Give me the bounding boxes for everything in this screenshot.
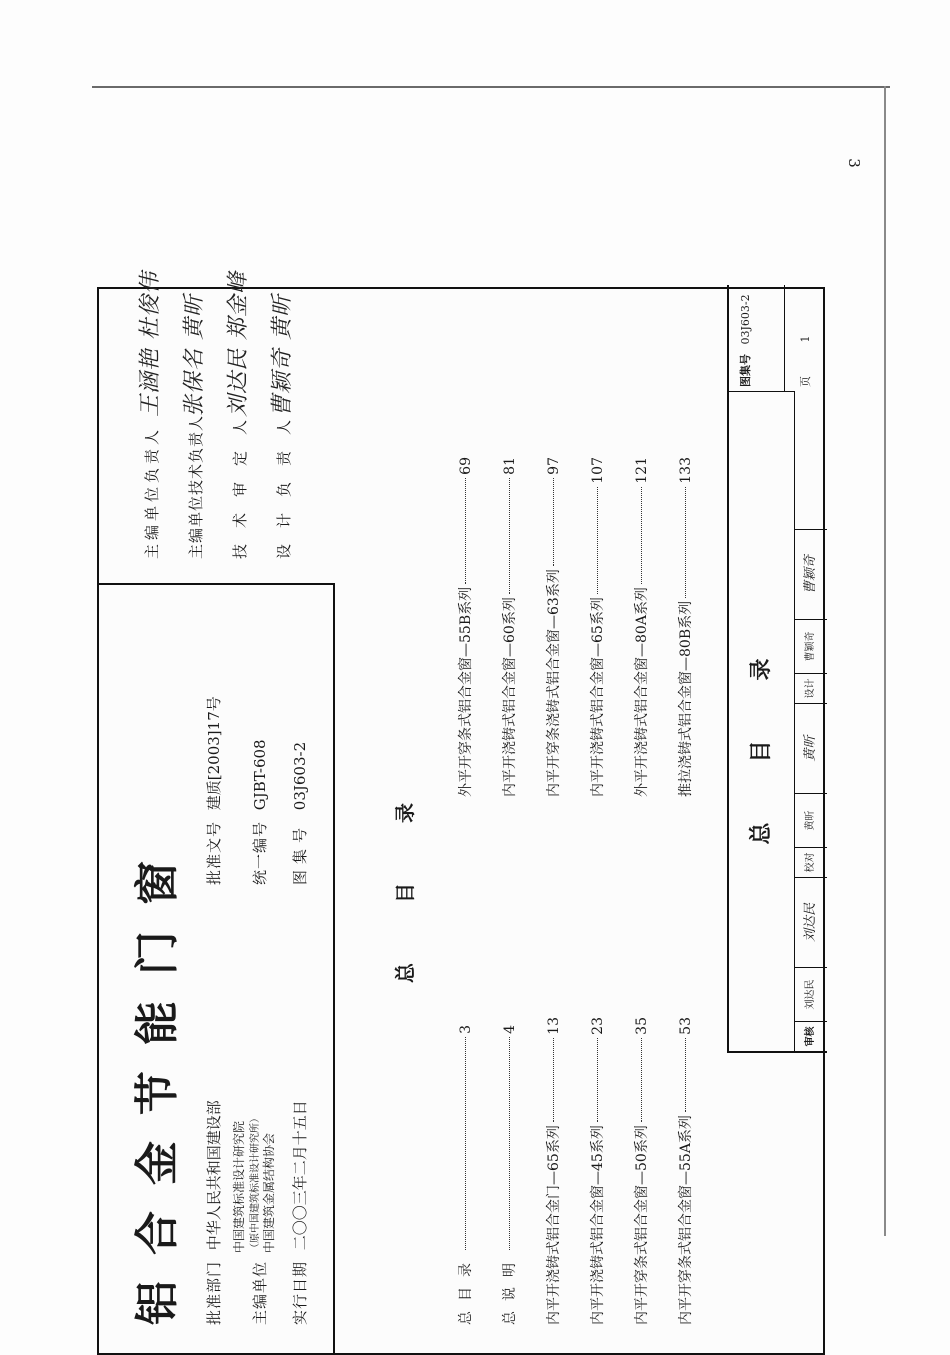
toc-item-label: 内平开浇铸式铝合金窗—65系列 bbox=[590, 597, 606, 797]
toc-leader bbox=[509, 1037, 510, 1250]
date-row bbox=[289, 1100, 310, 1325]
toc-item-page: 23 bbox=[590, 1017, 606, 1035]
signer-row-4 bbox=[273, 404, 294, 559]
toc-item-6 bbox=[675, 1017, 695, 1325]
toc-item-9 bbox=[543, 457, 563, 797]
scan-border-right bbox=[884, 86, 886, 1236]
toc-item-3 bbox=[543, 1017, 563, 1325]
title-block-meta bbox=[729, 285, 827, 391]
toc-item-label: 外平开浇铸式铝合金窗—80A系列 bbox=[634, 587, 650, 797]
toc-item-7 bbox=[455, 457, 475, 797]
design-name: 曹颖奇 bbox=[795, 619, 827, 673]
toc-item-8 bbox=[499, 457, 519, 797]
signer-role-4: 设计负责人 bbox=[275, 403, 293, 559]
toc-leader bbox=[553, 478, 554, 566]
document-title: 铝合金节能门窗 bbox=[132, 835, 183, 1325]
approve-doc-key: 批准文号 bbox=[205, 820, 223, 885]
unified-no-value: GJBT-608 bbox=[251, 739, 269, 811]
toc-item-10 bbox=[587, 457, 607, 797]
atlas-value: 03J603-2 bbox=[739, 294, 752, 345]
signer-row-1 bbox=[141, 426, 162, 559]
approve-doc-value: 建质[2003]17号 bbox=[205, 696, 223, 811]
signer-role-3: 技术审定人 bbox=[231, 403, 249, 559]
check-label: 校对 bbox=[795, 847, 827, 877]
atlas-cell bbox=[729, 285, 785, 391]
signature-3: 刘达民 郑金峰 bbox=[226, 271, 251, 417]
atlas-no-key: 图集号 bbox=[291, 821, 309, 885]
approve-doc-row bbox=[203, 696, 224, 885]
atlas-label: 图集号 bbox=[739, 354, 752, 387]
editor-value-1: 中国建筑标准设计研究院 bbox=[232, 1120, 246, 1253]
cover-info-box bbox=[99, 583, 335, 1353]
page-label: 页 bbox=[799, 376, 812, 387]
toc-item-page: 69 bbox=[458, 457, 474, 475]
toc-item-page: 53 bbox=[678, 1017, 694, 1035]
toc-leader bbox=[641, 487, 642, 584]
toc-item-label: 内平开穿条浇铸式铝合金窗—63系列 bbox=[546, 569, 562, 797]
unified-no-key: 统一编号 bbox=[251, 820, 269, 885]
page-number: 3 bbox=[845, 158, 863, 168]
editor-key: 主编单位 bbox=[251, 1260, 269, 1325]
editor-value-2: （原中国建筑标准设计研究所） bbox=[250, 1113, 261, 1253]
toc-item-1 bbox=[455, 1025, 475, 1325]
design-label: 设计 bbox=[795, 673, 827, 703]
title-block bbox=[727, 285, 827, 1053]
atlas-no-row bbox=[289, 742, 310, 885]
toc-item-page: 121 bbox=[634, 457, 650, 484]
approve-dept-key: 批准部门 bbox=[205, 1260, 223, 1325]
approve-dept-row bbox=[203, 1100, 224, 1325]
toc-item-page: 13 bbox=[546, 1017, 562, 1035]
toc-item-page: 97 bbox=[546, 457, 562, 475]
atlas-no-value: 03J603-2 bbox=[291, 741, 309, 811]
toc-item-4 bbox=[587, 1017, 607, 1325]
toc-item-label: 内平开穿条式铝合金窗—50系列 bbox=[634, 1125, 650, 1325]
date-value: 二〇〇三年二月十五日 bbox=[291, 1100, 309, 1251]
toc-heading: 总目录 bbox=[393, 743, 417, 983]
toc-leader bbox=[685, 1038, 686, 1112]
signer-row-2 bbox=[185, 415, 206, 559]
toc-item-label: 总说明 bbox=[502, 1253, 518, 1325]
toc-leader bbox=[553, 1038, 554, 1122]
toc-item-label: 内平开浇铸式铝合金窗—45系列 bbox=[590, 1125, 606, 1325]
toc-item-page: 4 bbox=[502, 1025, 518, 1034]
toc-item-12 bbox=[675, 457, 695, 797]
toc-leader bbox=[641, 1038, 642, 1122]
unified-no-row bbox=[249, 739, 270, 885]
check-signature: 黄昕 bbox=[795, 703, 827, 793]
toc-leader bbox=[685, 487, 686, 598]
toc-item-page: 107 bbox=[590, 457, 606, 484]
review-name: 刘达民 bbox=[795, 967, 827, 1021]
toc-leader bbox=[465, 1037, 466, 1250]
signer-role-1: 主编单位负责人 bbox=[143, 425, 161, 559]
toc-item-page: 3 bbox=[458, 1025, 474, 1034]
design-signature: 曹颖奇 bbox=[795, 529, 827, 619]
signature-2: 张保名 黄昕 bbox=[182, 294, 207, 417]
toc-item-11 bbox=[631, 457, 651, 797]
editor-row bbox=[249, 1255, 270, 1325]
review-label: 审核 bbox=[795, 1021, 827, 1051]
check-name: 黄昕 bbox=[795, 793, 827, 847]
editor-value-3: 中国建筑金属结构协会 bbox=[262, 1132, 276, 1253]
toc-item-5 bbox=[631, 1017, 651, 1325]
toc-item-label: 外平开穿条式铝合金窗—55B系列 bbox=[458, 586, 474, 797]
toc-item-label: 内平开浇铸式铝合金门—65系列 bbox=[546, 1125, 562, 1325]
signature-box bbox=[99, 271, 335, 585]
signature-1: 王涵艳 杜俊伟 bbox=[138, 271, 163, 417]
date-key: 实行日期 bbox=[291, 1260, 309, 1325]
toc-leader bbox=[597, 1038, 598, 1122]
toc-item-page: 81 bbox=[502, 457, 518, 475]
approve-dept-value: 中华人民共和国建设部 bbox=[205, 1100, 223, 1251]
signer-role-2: 主编单位技术负责人 bbox=[187, 414, 205, 559]
toc-item-page: 133 bbox=[678, 457, 694, 484]
scan-border-top bbox=[92, 86, 890, 88]
page-cell bbox=[785, 285, 827, 391]
toc-leader bbox=[597, 487, 598, 594]
toc-item-label: 内平开浇铸式铝合金窗—60系列 bbox=[502, 597, 518, 797]
toc-leader bbox=[465, 478, 466, 584]
title-block-title: 总目录 bbox=[729, 391, 795, 1051]
toc-item-page: 35 bbox=[634, 1017, 650, 1035]
signature-4: 曹颖奇 黄昕 bbox=[270, 294, 295, 417]
signer-row-3 bbox=[229, 404, 250, 559]
toc-item-2 bbox=[499, 1025, 519, 1325]
toc-leader bbox=[509, 478, 510, 594]
toc-item-label: 总目录 bbox=[458, 1253, 474, 1325]
toc-item-label: 内平开穿条式铝合金窗—55A系列 bbox=[678, 1115, 694, 1325]
page-value: 1 bbox=[799, 335, 812, 343]
review-signature: 刘达民 bbox=[795, 877, 827, 967]
toc-item-label: 推拉浇铸式铝合金窗—80B系列 bbox=[678, 600, 694, 797]
drawing-sheet bbox=[97, 271, 825, 1355]
